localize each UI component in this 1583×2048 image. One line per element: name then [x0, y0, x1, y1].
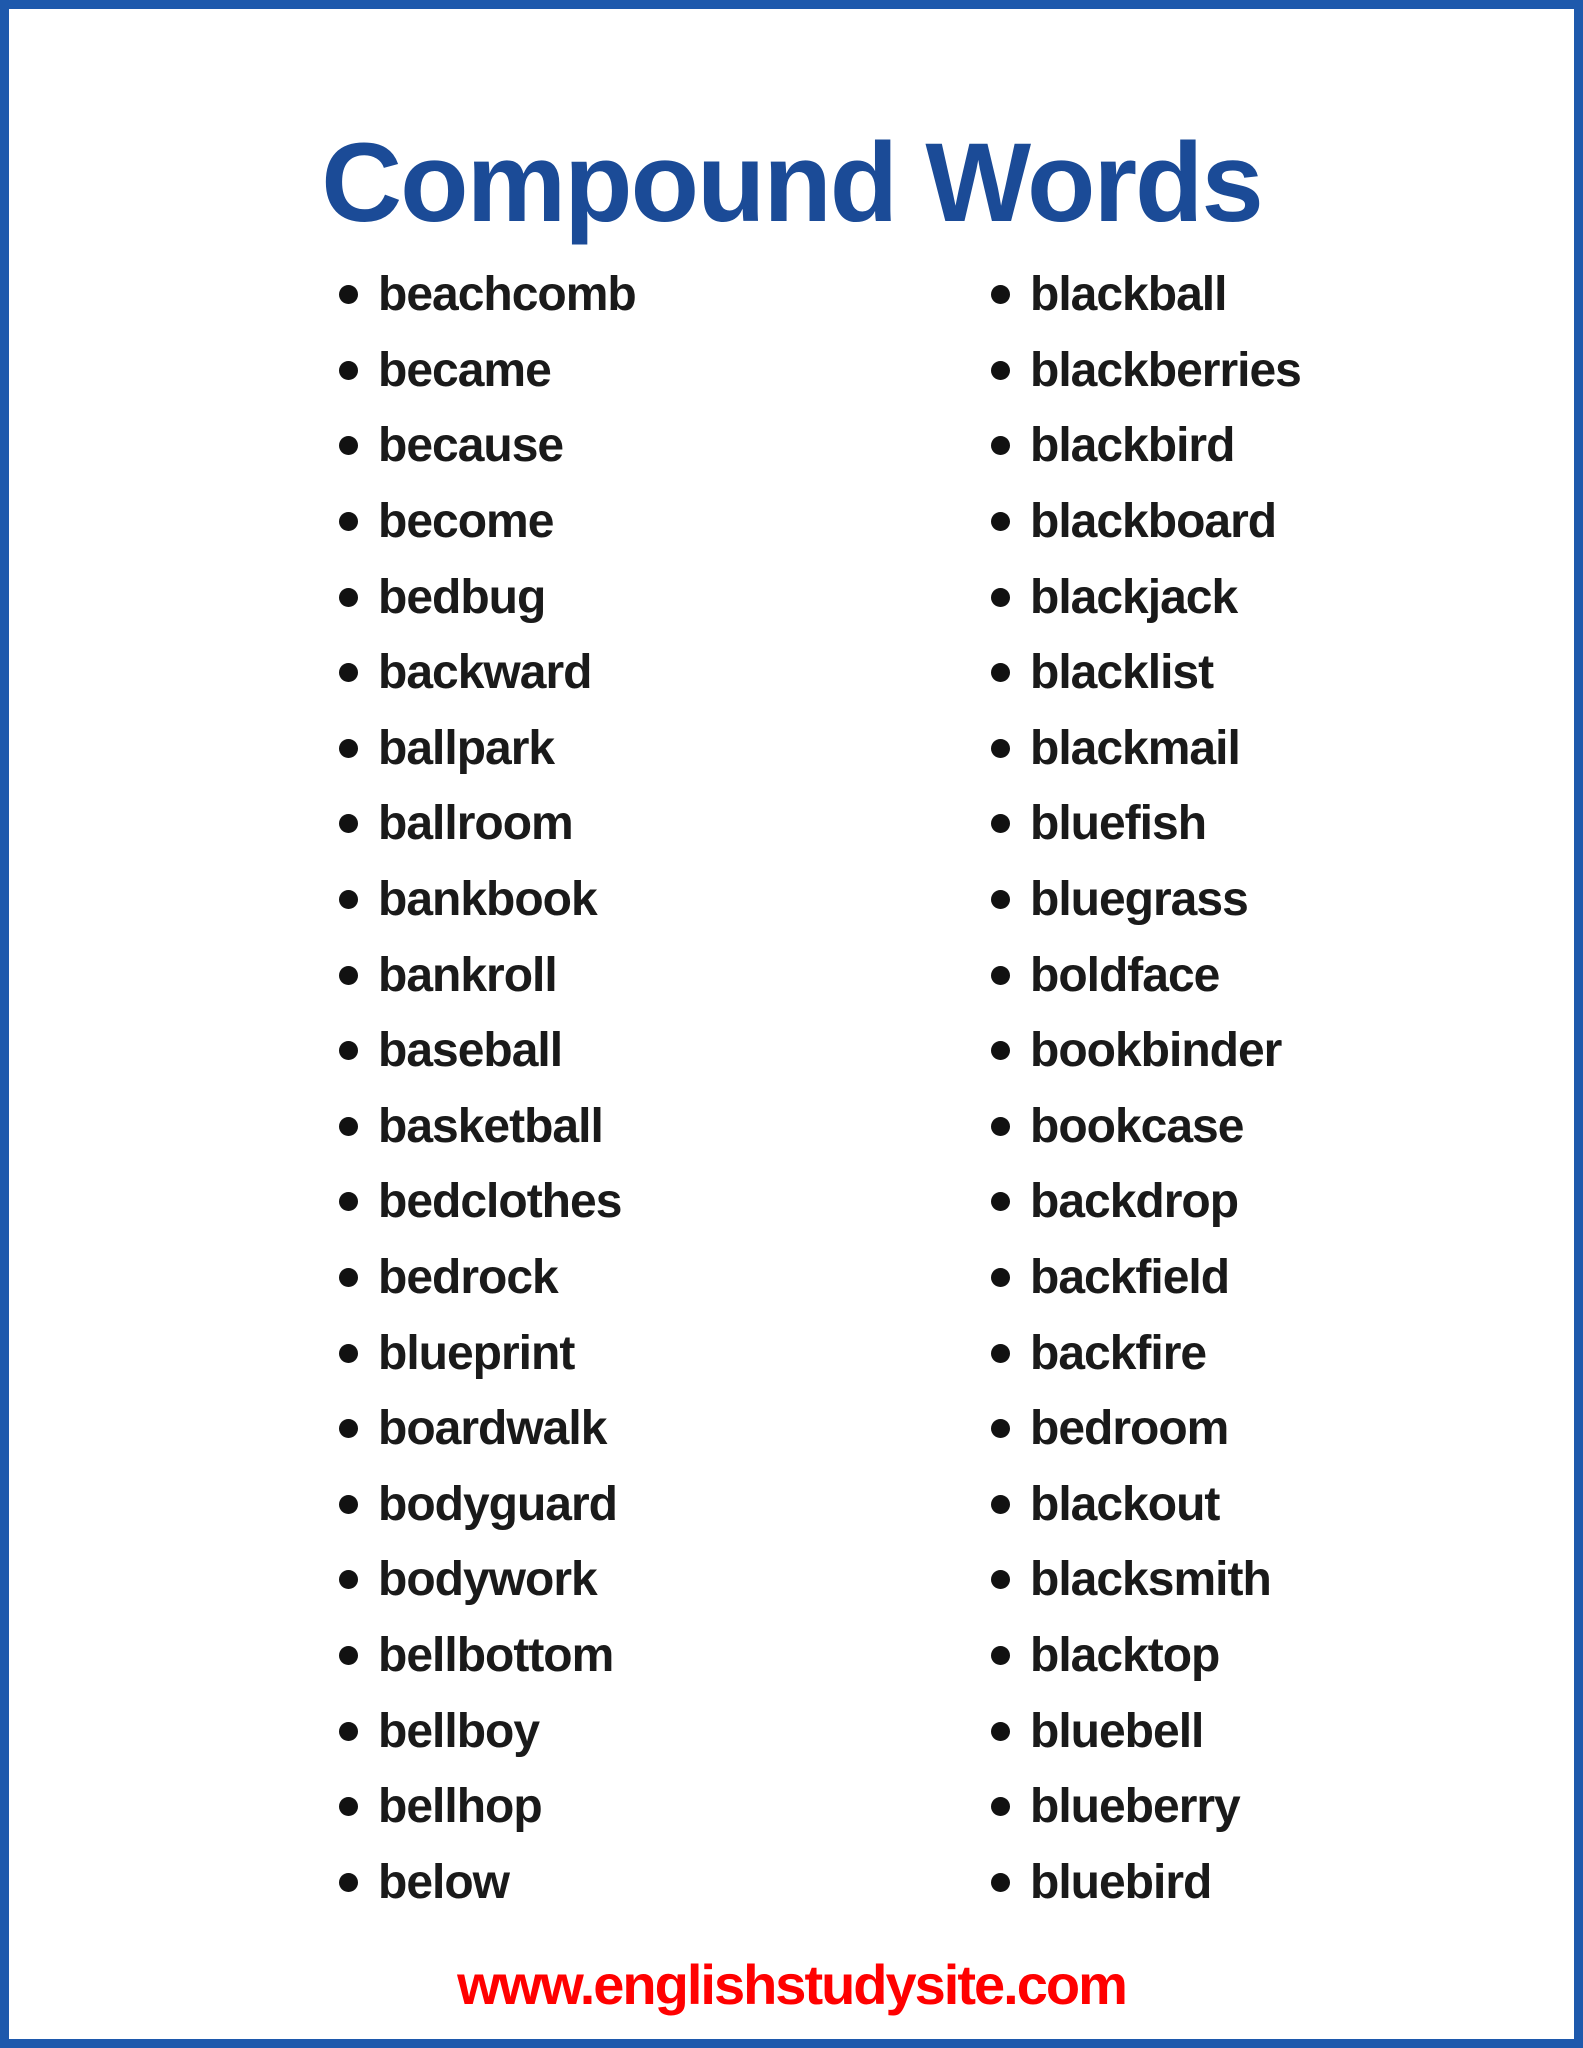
word-label: blueprint: [378, 1326, 575, 1380]
bullet-icon: [991, 739, 1010, 758]
bullet-icon: [991, 1495, 1010, 1514]
list-item: [339, 862, 636, 938]
bullet-icon: [339, 1344, 358, 1363]
bullet-icon: [339, 436, 358, 455]
list-item: [991, 786, 1301, 862]
bullet-icon: [339, 361, 358, 380]
word-label: bodywork: [378, 1553, 597, 1607]
bullet-icon: [991, 361, 1010, 380]
word-label: blacksmith: [1030, 1553, 1271, 1607]
list-item: [339, 408, 636, 484]
list-item: [991, 484, 1301, 560]
list-item: [339, 1315, 636, 1391]
list-item: [991, 257, 1301, 333]
bullet-icon: [339, 1192, 358, 1211]
word-label: ballroom: [378, 797, 573, 851]
word-label: bookbinder: [1030, 1024, 1282, 1078]
word-label: bedroom: [1030, 1402, 1229, 1456]
word-label: blackout: [1030, 1477, 1220, 1531]
word-label: bluebird: [1030, 1855, 1212, 1909]
bullet-icon: [991, 1192, 1010, 1211]
word-label: blacktop: [1030, 1628, 1220, 1682]
word-label: became: [378, 343, 551, 397]
list-item: [339, 1013, 636, 1089]
word-label: boldface: [1030, 948, 1220, 1002]
list-item: [339, 1769, 636, 1845]
word-label: bellbottom: [378, 1628, 614, 1682]
bullet-icon: [991, 1570, 1010, 1589]
list-item: [339, 1240, 636, 1316]
bullet-icon: [991, 966, 1010, 985]
word-label: bookcase: [1030, 1099, 1244, 1153]
list-item: [991, 862, 1301, 938]
list-item: [339, 1542, 636, 1618]
bullet-icon: [991, 1117, 1010, 1136]
bullet-icon: [339, 588, 358, 607]
list-item: [991, 1315, 1301, 1391]
bullet-icon: [339, 1268, 358, 1287]
word-label: beachcomb: [378, 268, 636, 322]
list-item: [991, 1769, 1301, 1845]
bullet-icon: [991, 890, 1010, 909]
bullet-icon: [991, 1041, 1010, 1060]
bullet-icon: [339, 890, 358, 909]
word-label: bedrock: [378, 1251, 558, 1305]
word-label: blackjack: [1030, 570, 1238, 624]
bullet-icon: [339, 1570, 358, 1589]
list-item: [339, 1467, 636, 1543]
word-label: backfield: [1030, 1251, 1230, 1305]
bullet-icon: [339, 1419, 358, 1438]
list-item: [991, 1089, 1301, 1165]
list-item: [339, 333, 636, 409]
word-label: because: [378, 419, 564, 473]
word-label: blackberries: [1030, 343, 1301, 397]
list-item: [991, 1240, 1301, 1316]
list-item: [339, 1844, 636, 1920]
bullet-icon: [991, 285, 1010, 304]
list-item: [339, 257, 636, 333]
list-item: [991, 559, 1301, 635]
list-item: [991, 1013, 1301, 1089]
word-list-right: [991, 257, 1301, 1920]
list-item: [991, 1844, 1301, 1920]
bullet-icon: [991, 512, 1010, 531]
word-label: backward: [378, 646, 592, 700]
list-item: [991, 1391, 1301, 1467]
word-label: ballpark: [378, 721, 555, 775]
bullet-icon: [339, 1117, 358, 1136]
word-label: bodyguard: [378, 1477, 617, 1531]
bullet-icon: [339, 1722, 358, 1741]
list-item: [991, 711, 1301, 787]
word-label: blueberry: [1030, 1780, 1240, 1834]
word-label: bedclothes: [378, 1175, 622, 1229]
word-label: bellboy: [378, 1704, 540, 1758]
bullet-icon: [339, 1495, 358, 1514]
word-label: bellhop: [378, 1780, 542, 1834]
word-label: boardwalk: [378, 1402, 607, 1456]
bullet-icon: [991, 663, 1010, 682]
bullet-icon: [991, 814, 1010, 833]
bullet-icon: [991, 1419, 1010, 1438]
list-item: [991, 1618, 1301, 1694]
word-label: bluefish: [1030, 797, 1207, 851]
bullet-icon: [991, 1344, 1010, 1363]
bullet-icon: [991, 588, 1010, 607]
word-label: blacklist: [1030, 646, 1214, 700]
list-item: [339, 1089, 636, 1165]
list-item: [339, 1618, 636, 1694]
list-item: [339, 711, 636, 787]
list-item: [339, 1693, 636, 1769]
word-label: bedbug: [378, 570, 546, 624]
bullet-icon: [991, 1873, 1010, 1892]
list-item: [339, 635, 636, 711]
list-item: [991, 333, 1301, 409]
word-label: become: [378, 495, 554, 549]
word-list-left: [339, 257, 636, 1920]
word-label: bankbook: [378, 873, 597, 927]
list-item: [991, 635, 1301, 711]
bullet-icon: [339, 739, 358, 758]
bullet-icon: [339, 1646, 358, 1665]
word-label: blackbird: [1030, 419, 1235, 473]
website-url: www.englishstudysite.com: [457, 1953, 1126, 2016]
word-label: bluegrass: [1030, 873, 1248, 927]
bullet-icon: [339, 814, 358, 833]
word-label: bluebell: [1030, 1704, 1204, 1758]
bullet-icon: [339, 966, 358, 985]
word-label: backfire: [1030, 1326, 1207, 1380]
bullet-icon: [339, 512, 358, 531]
bullet-icon: [339, 285, 358, 304]
bullet-icon: [339, 663, 358, 682]
list-item: [339, 484, 636, 560]
bullet-icon: [991, 1722, 1010, 1741]
word-label: bankroll: [378, 948, 557, 1002]
word-label: baseball: [378, 1024, 563, 1078]
bullet-icon: [991, 436, 1010, 455]
bullet-icon: [339, 1041, 358, 1060]
list-item: [991, 1693, 1301, 1769]
word-label: blackmail: [1030, 721, 1240, 775]
word-label: blackboard: [1030, 495, 1277, 549]
bullet-icon: [991, 1646, 1010, 1665]
word-label: blackball: [1030, 268, 1227, 322]
list-item: [339, 559, 636, 635]
list-item: [339, 937, 636, 1013]
word-label: basketball: [378, 1099, 603, 1153]
word-label: backdrop: [1030, 1175, 1239, 1229]
list-item: [339, 1164, 636, 1240]
word-label: below: [378, 1855, 510, 1909]
bullet-icon: [991, 1268, 1010, 1287]
bullet-icon: [991, 1797, 1010, 1816]
list-item: [991, 1542, 1301, 1618]
bullet-icon: [339, 1797, 358, 1816]
list-item: [991, 408, 1301, 484]
page-title: Compound Words: [321, 120, 1262, 246]
list-item: [339, 786, 636, 862]
list-item: [991, 1467, 1301, 1543]
bullet-icon: [339, 1873, 358, 1892]
list-item: [991, 1164, 1301, 1240]
list-item: [339, 1391, 636, 1467]
list-item: [991, 937, 1301, 1013]
